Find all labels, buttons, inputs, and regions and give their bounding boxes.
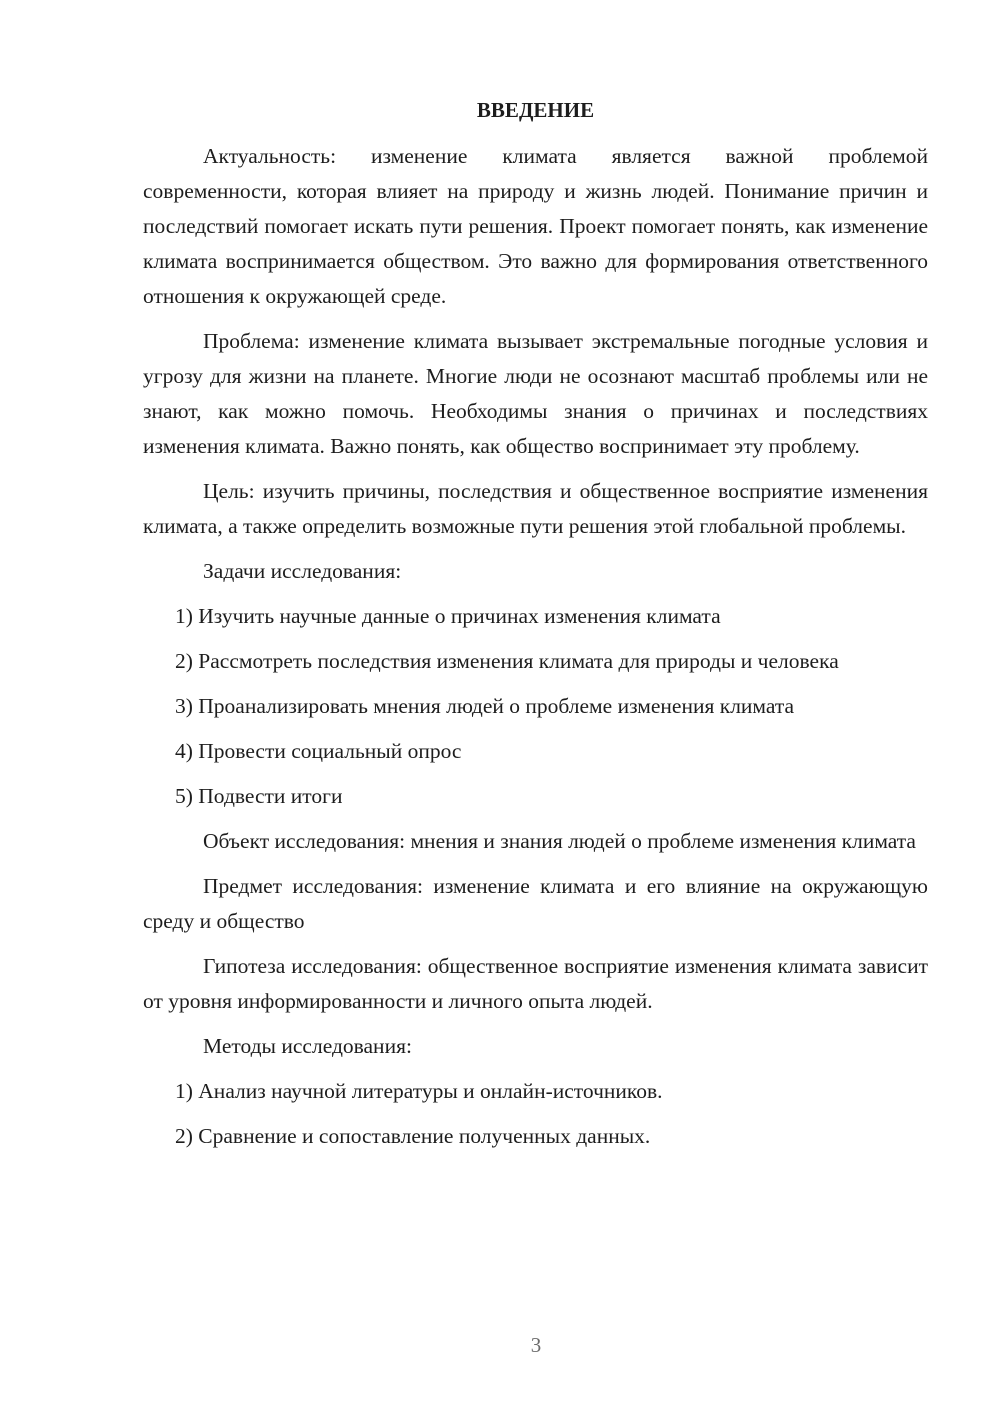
method-item-2: 2) Сравнение и сопоставление полученных данных. bbox=[175, 1124, 651, 1148]
task-item-1: 1) Изучить научные данные о причинах изменения климата bbox=[175, 604, 721, 628]
hypothesis-paragraph: Гипотеза исследования: общественное восприятие изменения климата зависит от уровня информированности и личного опыта людей. bbox=[143, 954, 928, 1013]
subject-paragraph: Предмет исследования: изменение климата и его влияние на окружающую среду и общество bbox=[143, 874, 928, 933]
problem-paragraph: Проблема: изменение климата вызывает экстремальные погодные условия и угрозу для жизни на планете. Многие люди не осознают масштаб проблемы или не знают, как можно помочь. Необходимы знания о причинах и последствиях изменения климата. Важно понять, как общество воспринимает эту проблему. bbox=[143, 329, 928, 458]
section-title: ВВЕДЕНИЕ bbox=[476, 98, 595, 122]
page-content bbox=[143, 95, 928, 1164]
task-item-2: 2) Рассмотреть последствия изменения климата для природы и человека bbox=[175, 649, 839, 673]
method-item-1: 1) Анализ научной литературы и онлайн-источников. bbox=[175, 1079, 663, 1103]
methods-heading: Методы исследования: bbox=[203, 1034, 412, 1058]
task-item-4: 4) Провести социальный опрос bbox=[175, 739, 462, 763]
goal-paragraph: Цель: изучить причины, последствия и общественное восприятие изменения климата, а также определить возможные пути решения этой глобальной проблемы. bbox=[143, 479, 928, 538]
tasks-heading: Задачи исследования: bbox=[203, 559, 402, 583]
task-item-5: 5) Подвести итоги bbox=[175, 784, 343, 808]
relevance-paragraph: Актуальность: изменение климата является важной проблемой современности, которая влияет на природу и жизнь людей. Понимание причин и последствий помогает искать пути решения. Проект помогает понять, как изменение климата воспринимается обществом. Это важно для формирования ответственного отношения к окружающей среде. bbox=[143, 144, 928, 308]
task-item-3: 3) Проанализировать мнения людей о проблеме изменения климата bbox=[175, 694, 795, 718]
object-paragraph: Объект исследования: мнения и знания людей о проблеме изменения климата bbox=[203, 829, 916, 853]
page-number: 3 bbox=[530, 1333, 542, 1357]
